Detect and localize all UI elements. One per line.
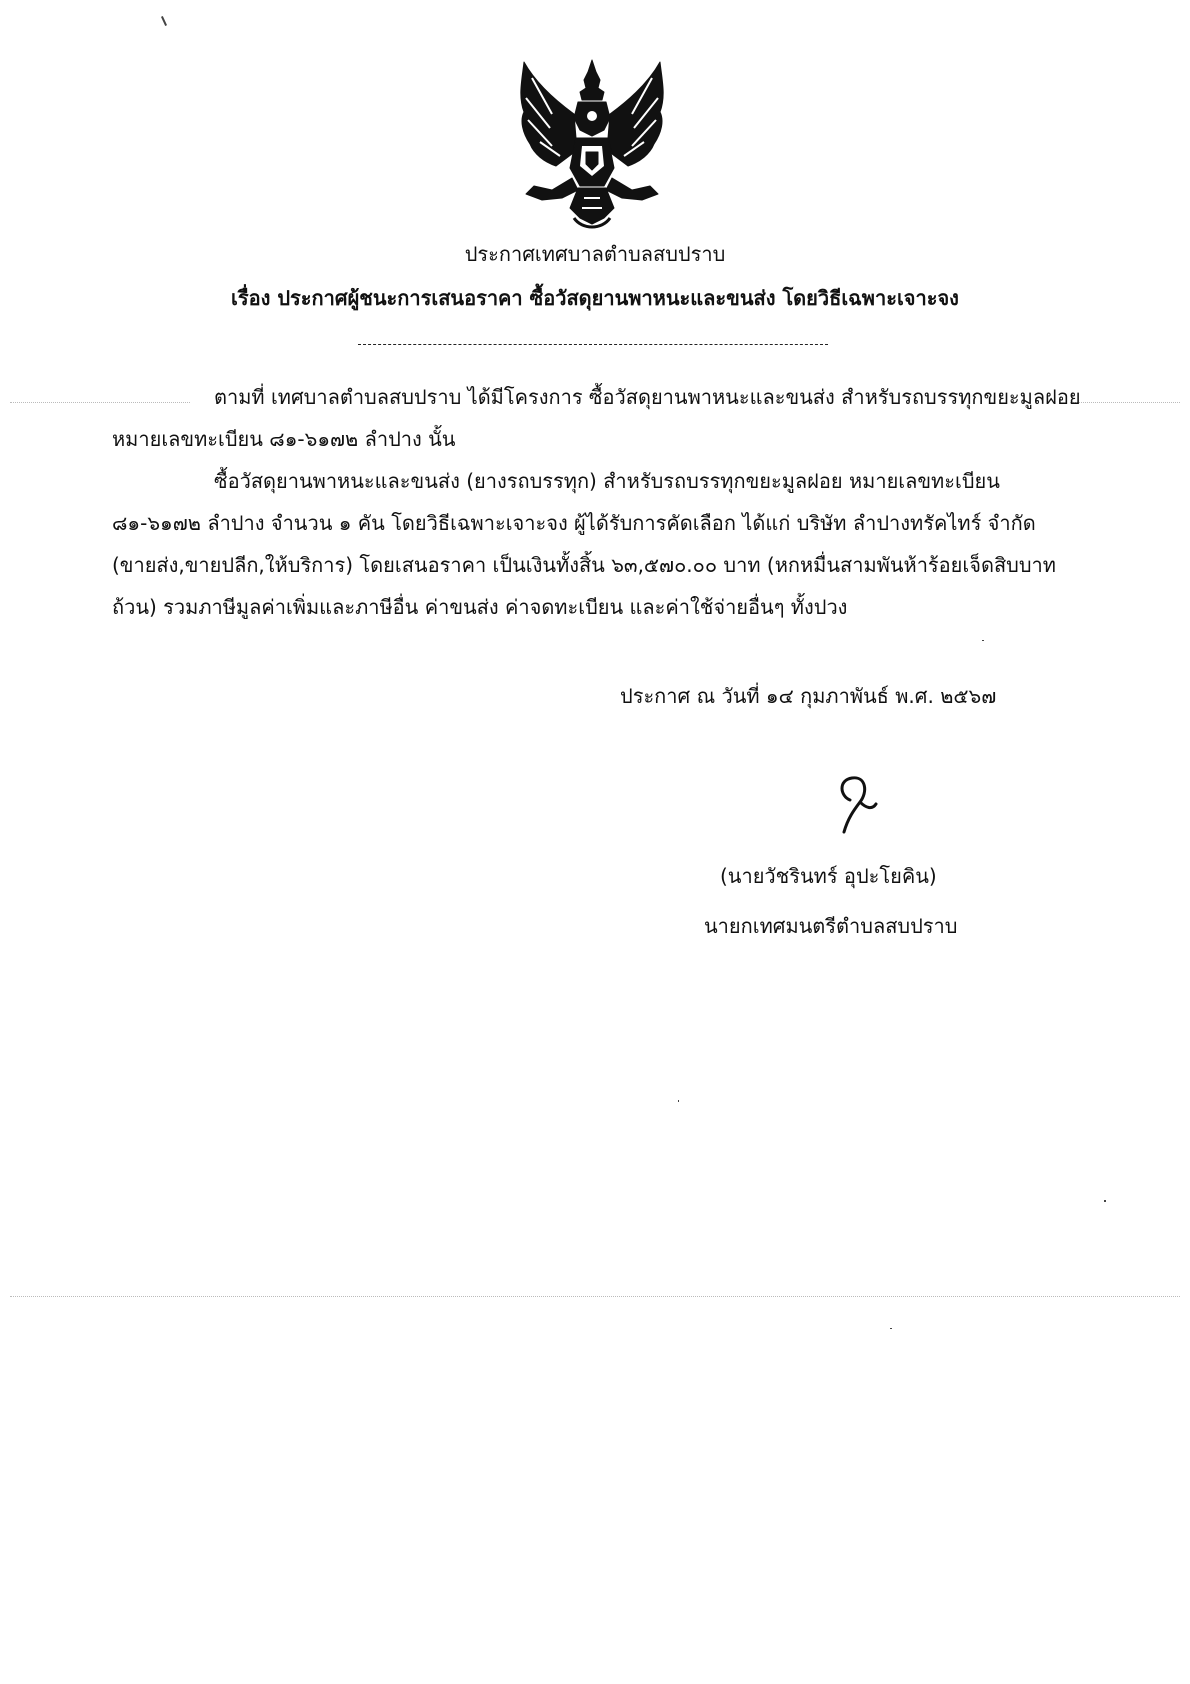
- paragraph-2-line-3: (ขายส่ง,ขายปลีก,ให้บริการ) โดยเสนอราคา เป็นเงินทั้งสิ้น ๖๓,๕๗๐.๐๐ บาท (หกหมื่นสามพันห้าร้อยเจ็ดสิบบาท: [112, 553, 1056, 577]
- scan-speck: [161, 16, 167, 26]
- scan-artifact-line: [1070, 402, 1180, 403]
- issuing-organization-title: ประกาศเทศบาลตำบลสบปราบ: [464, 242, 726, 266]
- announcement-date: ประกาศ ณ วันที่ ๑๔ กุมภาพันธ์ พ.ศ. ๒๕๖๗: [620, 684, 997, 708]
- scan-speck: [1104, 1200, 1106, 1202]
- title-divider: [358, 344, 828, 345]
- garuda-emblem-icon: [512, 58, 672, 230]
- scan-speck: [890, 1328, 892, 1329]
- scan-speck: [678, 1100, 679, 1102]
- scan-speck: [982, 640, 984, 641]
- paragraph-2-line-4: ถ้วน) รวมภาษีมูลค่าเพิ่มและภาษีอื่น ค่าขนส่ง ค่าจดทะเบียน และค่าใช้จ่ายอื่นๆ ทั้งปวง: [112, 595, 848, 619]
- scan-artifact-line: [10, 1296, 1180, 1297]
- paragraph-2-line-1: ซื้อวัสดุยานพาหนะและขนส่ง (ยางรถบรรทุก) สำหรับรถบรรทุกขยะมูลฝอย หมายเลขทะเบียน: [214, 469, 1000, 493]
- handwritten-signature-icon: [820, 770, 890, 840]
- signatory-position: นายกเทศมนตรีตำบลสบปราบ: [704, 914, 958, 938]
- signatory-name: (นายวัชรินทร์ อุปะโยคิน): [720, 864, 937, 888]
- paragraph-1-line-2: หมายเลขทะเบียน ๘๑-๖๑๗๒ ลำปาง นั้น: [112, 427, 456, 451]
- paragraph-1-line-1: ตามที่ เทศบาลตำบลสบปราบ ได้มีโครงการ ซื้อวัสดุยานพาหนะและขนส่ง สำหรับรถบรรทุกขยะมูลฝอย: [214, 385, 1081, 409]
- scan-artifact-line: [10, 402, 190, 403]
- announcement-subject: เรื่อง ประกาศผู้ชนะการเสนอราคา ซื้อวัสดุยานพาหนะและขนส่ง โดยวิธีเฉพาะเจาะจง: [231, 286, 959, 310]
- paragraph-2-line-2: ๘๑-๖๑๗๒ ลำปาง จำนวน ๑ คัน โดยวิธีเฉพาะเจาะจง ผู้ได้รับการคัดเลือก ได้แก่ บริษัท ลำปางทรัคไทร์ จำกัด: [112, 511, 1036, 535]
